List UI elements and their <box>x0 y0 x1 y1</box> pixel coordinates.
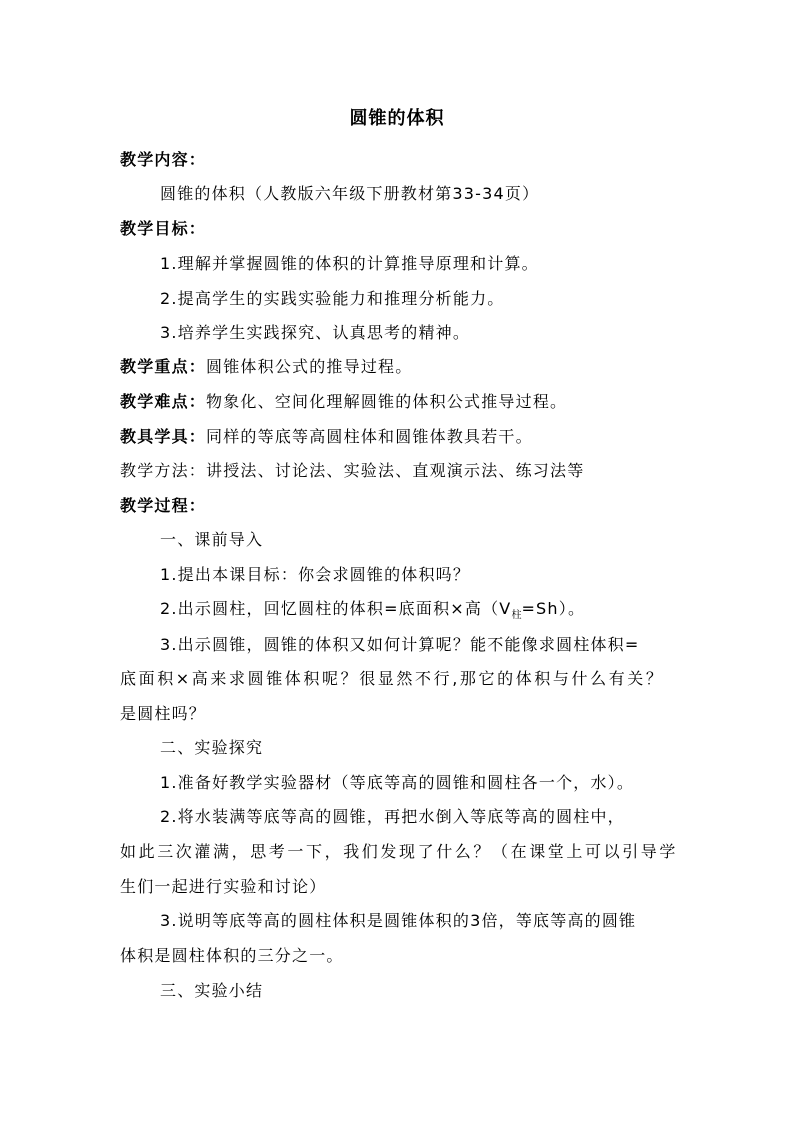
section1-item-2-after: =Sh）。 <box>521 599 586 618</box>
section2-item-3-line-1: 3.说明等底等高的圆柱体积是圆锥体积的3倍，等底等高的圆锥 <box>160 911 637 930</box>
goal-item-1: 1.理解并掌握圆锥的体积的计算推导原理和计算。 <box>160 254 539 273</box>
section2-heading: 二、实验探究 <box>160 738 264 757</box>
goal-item-3: 3.培养学生实践探究、认真思考的精神。 <box>160 323 471 342</box>
methods-line: 教学方法：讲授法、讨论法、实验法、直观演示法、练习法等 <box>120 461 585 480</box>
content-text: 圆锥的体积（人教版六年级下册教材第33-34页） <box>160 184 540 203</box>
section1-item-2-subscript: 柱 <box>511 610 522 621</box>
goal-item-2: 2.提高学生的实践实验能力和推理分析能力。 <box>160 289 505 308</box>
section1-item-3-line-1: 3.出示圆锥，圆锥的体积又如何计算呢？能不能像求圆柱体积= <box>160 635 640 654</box>
tools-line <box>120 426 533 448</box>
section2-item-2-line-1: 2.将水装满等底等高的圆锥，再把水倒入等底等高的圆柱中， <box>160 807 625 826</box>
section2-item-3-line-2: 体积是圆柱体积的三分之一。 <box>120 946 344 965</box>
section2-item-1: 1.准备好教学实验器材（等底等高的圆锥和圆柱各一个，水）。 <box>160 773 635 792</box>
difficulty-label: 教学难点： <box>120 392 207 411</box>
goals-heading: 教学目标： <box>120 219 207 238</box>
difficulty-text: 物象化、空间化理解圆锥的体积公式推导过程。 <box>206 392 568 411</box>
key-point-line <box>120 356 412 378</box>
key-point-text: 圆锥体积公式的推导过程。 <box>206 357 413 376</box>
section1-item-1: 1.提出本课目标：你会求圆锥的体积吗？ <box>160 565 471 584</box>
difficulty-line <box>120 391 567 413</box>
tools-text: 同样的等底等高圆柱体和圆锥体教具若干。 <box>206 427 533 446</box>
section2-item-2-line-3: 生们一起进行实验和讨论） <box>120 877 327 896</box>
process-heading: 教学过程： <box>120 496 207 515</box>
section1-heading: 一、课前导入 <box>160 530 264 549</box>
key-point-label: 教学重点： <box>120 357 207 376</box>
section1-item-2 <box>160 598 585 627</box>
section1-item-3-line-2: 底面积×高来求圆锥体积呢？很显然不行,那它的体积与什么有关？ <box>120 669 665 688</box>
document-title: 圆锥的体积 <box>349 108 445 129</box>
section1-item-3-line-3: 是圆柱吗？ <box>120 704 207 723</box>
section2-item-2-line-2: 如此三次灌满，思考一下，我们发现了什么？（在课堂上可以引导学 <box>120 842 679 861</box>
content-heading: 教学内容： <box>120 150 207 169</box>
section3-heading: 三、实验小结 <box>160 981 264 1000</box>
tools-label: 教具学具： <box>120 427 207 446</box>
section1-item-2-before: 2.出示圆柱，回忆圆柱的体积=底面积×高（V <box>160 599 512 618</box>
